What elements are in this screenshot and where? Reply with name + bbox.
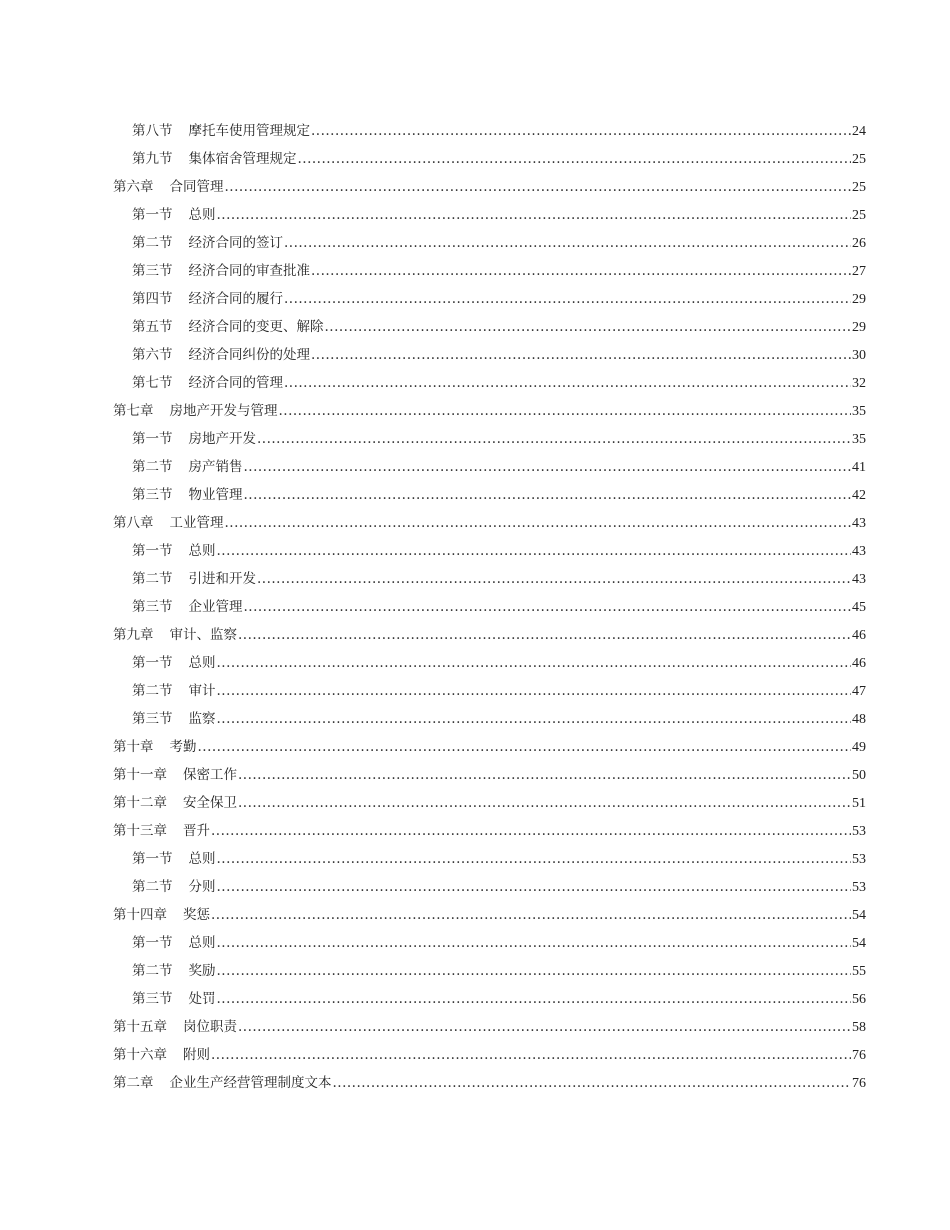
toc-entry-number: 第一节: [132, 207, 173, 223]
toc-section-entry[interactable]: [113, 677, 866, 705]
toc-dot-leader: [217, 677, 852, 705]
toc-page-number: 55: [852, 964, 866, 979]
toc-dot-leader: [217, 957, 852, 985]
toc-entry-number: 第八节: [132, 123, 173, 139]
toc-entry-title: 审计: [188, 683, 216, 699]
toc-dot-leader: [217, 845, 852, 873]
toc-entry-title: 企业生产经营管理制度文本: [169, 1075, 332, 1091]
toc-entry-number: 第十三章: [113, 823, 167, 839]
toc-entry-title: 物业管理: [188, 487, 243, 503]
toc-chapter-entry[interactable]: [113, 789, 866, 817]
toc-dot-leader: [225, 509, 852, 537]
toc-page-number: 24: [852, 124, 866, 139]
toc-page-number: 43: [852, 516, 866, 531]
toc-page-number: 76: [852, 1048, 866, 1063]
toc-dot-leader: [238, 1013, 851, 1041]
toc-entry-title: 附则: [183, 1047, 210, 1063]
toc-dot-leader: [217, 201, 852, 229]
toc-entry-number: 第二章: [113, 1075, 154, 1091]
toc-dot-leader: [211, 817, 851, 845]
toc-entry-title: 摩托车使用管理规定: [188, 123, 310, 139]
toc-entry-title: 集体宿舍管理规定: [188, 151, 297, 167]
toc-entry-title: 总则: [188, 543, 216, 559]
toc-entry-number: 第六章: [113, 179, 154, 195]
toc-entry-title: 总则: [188, 207, 216, 223]
toc-page-number: 35: [852, 404, 866, 419]
toc-page-number: 54: [852, 936, 866, 951]
toc-dot-leader: [325, 313, 852, 341]
toc-entry-title: 经济合同的审查批准: [188, 263, 310, 279]
toc-entry-title: 岗位职责: [183, 1019, 237, 1035]
toc-dot-leader: [198, 733, 852, 761]
toc-dot-leader: [244, 453, 852, 481]
toc-section-entry[interactable]: [113, 845, 866, 873]
toc-dot-leader: [211, 901, 851, 929]
toc-entry-title: 安全保卫: [183, 795, 237, 811]
toc-page-number: 53: [852, 852, 866, 867]
toc-dot-leader: [211, 1041, 851, 1069]
toc-section-entry[interactable]: [113, 649, 866, 677]
toc-dot-leader: [238, 621, 851, 649]
toc-entry-title: 经济合同的管理: [188, 375, 283, 391]
toc-entry-number: 第十六章: [113, 1047, 167, 1063]
toc-page-number: 41: [852, 460, 866, 475]
toc-chapter-entry[interactable]: [113, 1041, 866, 1069]
toc-page-number: 25: [852, 180, 866, 195]
toc-entry-title: 总则: [188, 851, 216, 867]
toc-dot-leader: [217, 649, 852, 677]
toc-entry-number: 第十一章: [113, 767, 167, 783]
toc-section-entry[interactable]: [113, 201, 866, 229]
toc-entry-title: 引进和开发: [188, 571, 256, 587]
toc-section-entry[interactable]: [113, 537, 866, 565]
toc-page-number: 56: [852, 992, 866, 1007]
toc-entry-title: 分则: [188, 879, 216, 895]
toc-chapter-entry[interactable]: [113, 901, 866, 929]
toc-page-number: 32: [852, 376, 866, 391]
toc-entry-number: 第七章: [113, 403, 154, 419]
toc-section-entry[interactable]: [113, 453, 866, 481]
toc-entry-number: 第九章: [113, 627, 154, 643]
toc-section-entry[interactable]: [113, 285, 866, 313]
toc-section-entry[interactable]: [113, 705, 866, 733]
toc-page-number: 43: [852, 572, 866, 587]
toc-entry-number: 第一节: [132, 935, 173, 951]
toc-section-entry[interactable]: [113, 565, 866, 593]
toc-page-number: 25: [852, 152, 866, 167]
toc-page-number: 76: [852, 1076, 866, 1091]
toc-page-number: 49: [852, 740, 866, 755]
toc-section-entry[interactable]: [113, 117, 866, 145]
toc-dot-leader: [311, 341, 851, 369]
toc-page-number: 46: [852, 656, 866, 671]
toc-entry-number: 第一节: [132, 431, 173, 447]
toc-dot-leader: [217, 985, 852, 1013]
toc-entry-title: 审计、监察: [169, 627, 237, 643]
toc-chapter-entry[interactable]: [113, 761, 866, 789]
toc-section-entry[interactable]: [113, 257, 866, 285]
toc-entry-number: 第十五章: [113, 1019, 167, 1035]
toc-page-number: 43: [852, 544, 866, 559]
toc-dot-leader: [244, 481, 852, 509]
toc-entry-number: 第三节: [132, 487, 173, 503]
toc-dot-leader: [217, 705, 852, 733]
toc-entry-title: 经济合同的变更、解除: [188, 319, 324, 335]
toc-page-number: 35: [852, 432, 866, 447]
toc-entry-title: 保密工作: [183, 767, 237, 783]
toc-dot-leader: [217, 537, 852, 565]
toc-page-number: 26: [852, 236, 866, 251]
toc-section-entry[interactable]: [113, 593, 866, 621]
toc-entry-number: 第二节: [132, 683, 173, 699]
toc-page-number: 48: [852, 712, 866, 727]
toc-page-number: 53: [852, 824, 866, 839]
toc-page-number: 54: [852, 908, 866, 923]
toc-chapter-entry[interactable]: [113, 397, 866, 425]
toc-entry-number: 第四节: [132, 291, 173, 307]
toc-chapter-entry[interactable]: [113, 1013, 866, 1041]
toc-entry-number: 第一节: [132, 851, 173, 867]
toc-entry-number: 第二节: [132, 235, 173, 251]
toc-entry-number: 第十章: [113, 739, 154, 755]
toc-entry-number: 第二节: [132, 963, 173, 979]
toc-dot-leader: [225, 173, 852, 201]
toc-page-number: 47: [852, 684, 866, 699]
toc-section-entry[interactable]: [113, 481, 866, 509]
toc-entry-title: 监察: [188, 711, 216, 727]
toc-page-number: 45: [852, 600, 866, 615]
table-of-contents: [113, 117, 866, 1097]
toc-dot-leader: [333, 1069, 852, 1097]
toc-entry-number: 第六节: [132, 347, 173, 363]
toc-page-number: 29: [852, 320, 866, 335]
toc-entry-number: 第三节: [132, 711, 173, 727]
toc-entry-number: 第三节: [132, 991, 173, 1007]
toc-entry-number: 第二节: [132, 571, 173, 587]
toc-entry-number: 第三节: [132, 599, 173, 615]
toc-dot-leader: [279, 397, 852, 425]
toc-section-entry[interactable]: [113, 929, 866, 957]
toc-section-entry[interactable]: [113, 229, 866, 257]
toc-entry-title: 房地产开发与管理: [169, 403, 278, 419]
toc-entry-title: 处罚: [188, 991, 216, 1007]
toc-page-number: 30: [852, 348, 866, 363]
toc-entry-number: 第二节: [132, 459, 173, 475]
toc-page-number: 51: [852, 796, 866, 811]
toc-page-number: 29: [852, 292, 866, 307]
toc-entry-number: 第一节: [132, 543, 173, 559]
toc-entry-title: 经济合同纠份的处理: [188, 347, 310, 363]
toc-dot-leader: [311, 257, 851, 285]
toc-page-number: 27: [852, 264, 866, 279]
toc-page-number: 50: [852, 768, 866, 783]
toc-section-entry[interactable]: [113, 425, 866, 453]
toc-dot-leader: [238, 761, 851, 789]
toc-entry-title: 房地产开发: [188, 431, 256, 447]
toc-dot-leader: [257, 565, 851, 593]
toc-entry-title: 房产销售: [188, 459, 243, 475]
toc-page-number: 42: [852, 488, 866, 503]
toc-entry-title: 企业管理: [188, 599, 243, 615]
toc-dot-leader: [284, 369, 851, 397]
toc-entry-number: 第九节: [132, 151, 173, 167]
toc-dot-leader: [311, 117, 851, 145]
toc-entry-title: 经济合同的签订: [188, 235, 283, 251]
toc-entry-number: 第五节: [132, 319, 173, 335]
toc-dot-leader: [284, 229, 851, 257]
toc-entry-number: 第三节: [132, 263, 173, 279]
toc-section-entry[interactable]: [113, 145, 866, 173]
toc-dot-leader: [244, 593, 852, 621]
toc-entry-number: 第十四章: [113, 907, 167, 923]
toc-chapter-entry[interactable]: [113, 621, 866, 649]
toc-entry-title: 总则: [188, 935, 216, 951]
toc-entry-title: 工业管理: [169, 515, 224, 531]
toc-section-entry[interactable]: [113, 341, 866, 369]
toc-entry-number: 第一节: [132, 655, 173, 671]
toc-entry-title: 奖惩: [183, 907, 210, 923]
toc-section-entry[interactable]: [113, 873, 866, 901]
toc-chapter-entry[interactable]: [113, 509, 866, 537]
toc-dot-leader: [238, 789, 851, 817]
toc-chapter-entry[interactable]: [113, 733, 866, 761]
toc-page-number: 25: [852, 208, 866, 223]
toc-section-entry[interactable]: [113, 369, 866, 397]
toc-dot-leader: [257, 425, 851, 453]
toc-page-number: 58: [852, 1020, 866, 1035]
toc-chapter-entry[interactable]: [113, 1069, 866, 1097]
toc-dot-leader: [217, 873, 852, 901]
toc-entry-title: 总则: [188, 655, 216, 671]
toc-entry-number: 第十二章: [113, 795, 167, 811]
toc-page-number: 46: [852, 628, 866, 643]
toc-page-number: 53: [852, 880, 866, 895]
toc-entry-title: 合同管理: [169, 179, 224, 195]
toc-entry-number: 第八章: [113, 515, 154, 531]
toc-section-entry[interactable]: [113, 985, 866, 1013]
toc-section-entry[interactable]: [113, 313, 866, 341]
toc-chapter-entry[interactable]: [113, 817, 866, 845]
toc-dot-leader: [284, 285, 851, 313]
toc-dot-leader: [217, 929, 852, 957]
toc-entry-number: 第七节: [132, 375, 173, 391]
toc-entry-title: 考勤: [169, 739, 197, 755]
toc-chapter-entry[interactable]: [113, 173, 866, 201]
toc-entry-number: 第二节: [132, 879, 173, 895]
toc-dot-leader: [298, 145, 852, 173]
toc-section-entry[interactable]: [113, 957, 866, 985]
toc-entry-title: 经济合同的履行: [188, 291, 283, 307]
toc-entry-title: 晋升: [183, 823, 210, 839]
toc-entry-title: 奖励: [188, 963, 216, 979]
